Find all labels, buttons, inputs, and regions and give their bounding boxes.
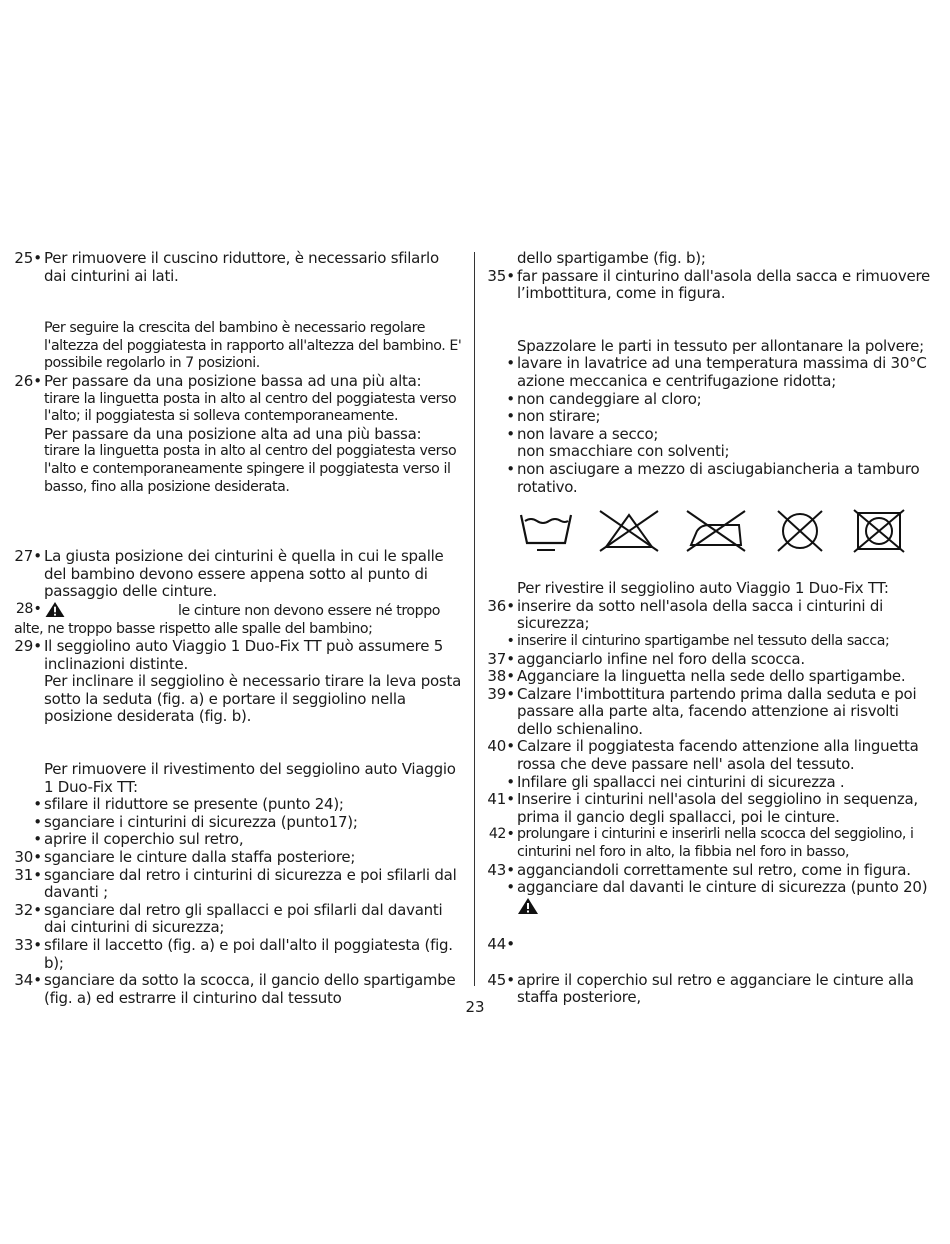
step-28: 28• le cinture non devono essere né troppo: [15, 600, 440, 619]
step-number: 27: [14, 547, 33, 566]
step-text: Per inclinare il seggiolino è necessario tirare la leva posta sotto la seduta (fig. a) e portare il seggiolino nella posizione desiderata (fig. b).: [44, 672, 462, 726]
list-item: 39• Calzare l'imbottitura partendo prima dalla seduta e poi passare alla parte alta, facendo attenzione ai risvolti dello schienalino.: [487, 686, 937, 739]
list-item: 37• agganciarlo infine nel foro della scocca.: [487, 651, 937, 669]
step-35: 35• far passare il cinturino dall'asola della sacca e rimuovere l’imbottitura, come in figura.: [487, 268, 937, 303]
wash-intro: Spazzolare le parti in tessuto per allontanare la polvere;: [517, 336, 924, 355]
list-item: 32• sganciare dal retro gli spallacci e poi sfilarli dal davanti dai cinturini di sicurezza;: [14, 902, 464, 937]
step-number: 25: [14, 249, 33, 267]
list-item: • agganciare dal davanti le cinture di sicurezza (punto 20): [487, 879, 937, 897]
list-item: 33• sfilare il laccetto (fig. a) e poi dall'alto il poggiatesta (fig. b);: [14, 937, 464, 972]
care-symbols: [517, 506, 937, 556]
step-text: Per passare da una posizione alta ad una più bassa:: [44, 424, 422, 443]
step-27: 27• La giusta posizione dei cinturini è quella in cui le spalle del bambino devono essere appena sotto al punto di passaggio delle cinture.: [14, 548, 464, 601]
wash-instructions-list: [487, 355, 937, 496]
step-text: Per rimuovere il cuscino riduttore, è necessario sfilarlo dai cinturini ai lati.: [44, 249, 439, 285]
list-item: 34• sganciare da sotto la scocca, il gancio dello spartigambe (fig. a) ed estrarre il cinturino dal tessuto: [14, 972, 464, 1007]
list-item: 43• agganciandoli correttamente sul retro, come in figura.: [487, 862, 937, 880]
step-text: tirare la linguetta posta in alto al centro del poggiatesta verso l'alto e contemporaneamente spingere il poggiatesta verso il basso, fino alla posizione desiderata.: [44, 443, 457, 495]
no-tumble-dry-icon: [851, 509, 907, 553]
list-item: • aprire il coperchio sul retro,: [14, 831, 464, 849]
step-number: 40: [487, 737, 506, 756]
step-25: 25• Per rimuovere il cuscino riduttore, è necessario sfilarlo dai cinturini ai lati.: [14, 250, 464, 285]
cover-removal-list: [14, 796, 464, 1007]
step-number: 45: [487, 970, 506, 989]
step-29: 29• Il seggiolino auto Viaggio 1 Duo-Fix TT può assumere 5 inclinazioni distinte. Per inclinare il seggiolino è necessario tirare la leva posta sotto la seduta (fig. a) e portare il seggiolino nella posizione desiderata (fig. b).: [14, 638, 464, 726]
left-column: [14, 250, 464, 1007]
item-text: agganciarlo infine nel foro della scocca.: [517, 649, 805, 668]
list-item: • sfilare il riduttore se presente (punto 24);: [14, 796, 464, 814]
step-number: 34: [14, 971, 33, 990]
list-item: 38• Agganciare la linguetta nella sede dello spartigambe.: [487, 668, 937, 686]
item-text: sfilare il laccetto (fig. a) e poi dall'alto il poggiatesta (fig. b);: [44, 936, 453, 972]
item-text: sganciare da sotto la scocca, il gancio dello spartigambe (fig. a) ed estrarre il cinturino dal tessuto: [44, 971, 456, 1007]
list-item: • non candeggiare al cloro;: [487, 391, 937, 409]
item-text: agganciandoli correttamente sul retro, come in figura.: [517, 860, 911, 879]
page-number: 23: [465, 998, 485, 1016]
item-text: sganciare i cinturini di sicurezza (punto17);: [44, 812, 358, 831]
item-text: prolungare i cinturini e inserirli nella scocca del seggiolino, i cinturini nel foro in alto, la fibbia nel foro in basso,: [517, 826, 914, 861]
list-item: • Infilare gli spallacci nei cinturini di sicurezza .: [487, 774, 937, 792]
step-number: 29: [14, 637, 33, 656]
list-item: • inserire il cinturino spartigambe nel tessuto della sacca;: [487, 633, 937, 651]
list-item: 42• prolungare i cinturini e inserirli nella scocca del seggiolino, i cinturini nel foro in alto, la fibbia nel foro in basso,: [487, 826, 937, 861]
item-text: non asciugare a mezzo di asciugabiancheria a tamburo rotativo.: [517, 459, 920, 496]
list-item: [487, 443, 937, 461]
step-number: 31: [14, 865, 33, 884]
step-number: 43: [487, 860, 506, 879]
step-28-cont: alte, ne troppo basse rispetto alle spalle del bambino;: [14, 620, 373, 637]
item-text: inserire il cinturino spartigambe nel tessuto della sacca;: [517, 632, 890, 649]
list-item: • non stirare;: [487, 408, 937, 426]
item-text: non lavare a secco;: [517, 424, 659, 443]
column-divider: [474, 252, 475, 986]
no-bleach-icon: [596, 509, 662, 553]
step-text: tirare la linguetta posta in alto al centro del poggiatesta verso l'alto; il poggiatesta si solleva contemporaneamente.: [44, 390, 457, 425]
step-number: 41: [487, 790, 506, 809]
list-item: 41• Inserire i cinturini nell'asola del seggiolino in sequenza, prima il gancio degli spallacci, poi le cinture.: [487, 791, 937, 826]
list-item: 36• inserire da sotto nell'asola della sacca i cinturini di sicurezza;: [487, 598, 937, 633]
step-text: le cinture non devono essere né troppo: [178, 602, 440, 619]
step-number: 39: [487, 684, 506, 703]
refit-list: [487, 598, 937, 897]
step-44: 44•: [487, 935, 515, 954]
wash-30-icon: [517, 509, 575, 553]
step-text: aprire il coperchio sul retro e agganciare le cinture alla staffa posteriore,: [517, 970, 914, 1007]
item-text: Agganciare la linguetta nella sede dello spartigambe.: [517, 667, 906, 686]
item-text: sganciare le cinture dalla staffa posteriore;: [44, 848, 356, 867]
step-26: 26• Per passare da una posizione bassa ad una più alta: tirare la linguetta posta in alto al centro del poggiatesta verso l'alto; il poggiatesta si solleva contemporaneamente. Per passare da una posizione alta ad una più bassa: tirare la linguetta posta in alto al centro del poggiatesta verso l'alto e contemporaneamente spingere il poggiatesta verso il basso, fino alla posizione desiderata.: [14, 373, 464, 496]
no-iron-icon: [683, 509, 749, 553]
step-number: 38: [487, 667, 506, 686]
item-text: Infilare gli spallacci nei cinturini di sicurezza .: [517, 772, 845, 791]
item-text: lavare in lavatrice ad una temperatura massima di 30°C azione meccanica e centrifugazione ridotta;: [517, 354, 927, 390]
list-item: 30• sganciare le cinture dalla staffa posteriore;: [14, 849, 464, 867]
step-number: 32: [14, 900, 33, 919]
warning-icon: [517, 897, 539, 915]
item-text: aprire il coperchio sul retro,: [44, 830, 244, 849]
list-item: 40• Calzare il poggiatesta facendo attenzione alla linguetta rossa che deve passare nell' asola del tessuto.: [487, 738, 937, 773]
step-number: 44: [487, 935, 506, 954]
item-text: Calzare il poggiatesta facendo attenzione alla linguetta rossa che deve passare nell' asola del tessuto.: [517, 737, 919, 774]
step-34-continued: dello spartigambe (fig. b);: [517, 249, 706, 267]
item-text: sganciare dal retro i cinturini di sicurezza e poi sfilarli dal davanti ;: [44, 865, 457, 902]
step-text: Il seggiolino auto Viaggio 1 Duo-Fix TT può assumere 5 inclinazioni distinte.: [44, 637, 443, 673]
headrest-intro: Per seguire la crescita del bambino è necessario regolare l'altezza del poggiatesta in rapporto all'altezza del bambino. E' possibile regolarlo in 7 posizioni.: [44, 320, 462, 372]
no-dry-clean-icon: [770, 509, 830, 553]
item-text: sfilare il riduttore se presente (punto 24);: [44, 795, 344, 814]
list-item: • sganciare i cinturini di sicurezza (punto17);: [14, 814, 464, 832]
list-item: 31• sganciare dal retro i cinturini di sicurezza e poi sfilarli dal davanti ;: [14, 867, 464, 902]
step-number: 35: [487, 266, 506, 285]
list-item: • non lavare a secco;: [487, 426, 937, 444]
list-item: • non asciugare a mezzo di asciugabiancheria a tamburo rotativo.: [487, 461, 937, 496]
item-text: non smacchiare con solventi;: [517, 442, 730, 461]
item-text: sganciare dal retro gli spallacci e poi sfilarli dal davanti dai cinturini di sicurezza;: [44, 900, 443, 937]
warning-row: [487, 897, 937, 919]
item-text: Inserire i cinturini nell'asola del seggiolino in sequenza, prima il gancio degli spallacci, poi le cinture.: [517, 790, 918, 826]
item-text: agganciare dal davanti le cinture di sicurezza (punto 20): [517, 878, 928, 897]
list-item: • lavare in lavatrice ad una temperatura massima di 30°C azione meccanica e centrifugazione ridotta;: [487, 355, 937, 390]
cover-intro: Per rimuovere il rivestimento del seggiolino auto Viaggio 1 Duo-Fix TT:: [44, 760, 456, 796]
step-number: 28: [15, 600, 33, 617]
refit-intro: Per rivestire il seggiolino auto Viaggio 1 Duo-Fix TT:: [517, 579, 889, 598]
step-number: 33: [14, 936, 33, 954]
right-column: [487, 250, 937, 1007]
step-number: 37: [487, 649, 506, 668]
item-text: non candeggiare al cloro;: [517, 389, 702, 408]
step-45: 45• aprire il coperchio sul retro e agganciare le cinture alla staffa posteriore,: [487, 972, 937, 1007]
step-text: La giusta posizione dei cinturini è quella in cui le spalle del bambino devono essere appena sotto al punto di passaggio delle cinture.: [44, 547, 444, 601]
item-text: inserire da sotto nell'asola della sacca i cinturini di sicurezza;: [517, 596, 884, 633]
step-text: Per passare da una posizione bassa ad una più alta:: [44, 371, 422, 390]
step-number: 30: [14, 848, 33, 867]
warning-icon: [44, 601, 66, 618]
step-number: 36: [487, 596, 506, 615]
step-number: 42: [488, 826, 506, 843]
step-number: 26: [14, 371, 33, 390]
item-text: Calzare l'imbottitura partendo prima dalla seduta e poi passare alla parte alta, facendo attenzione ai risvolti dello schienalino.: [517, 684, 917, 738]
item-text: non stirare;: [517, 407, 601, 426]
step-text: far passare il cinturino dall'asola della sacca e rimuovere l’imbottitura, come in figura.: [517, 266, 931, 303]
